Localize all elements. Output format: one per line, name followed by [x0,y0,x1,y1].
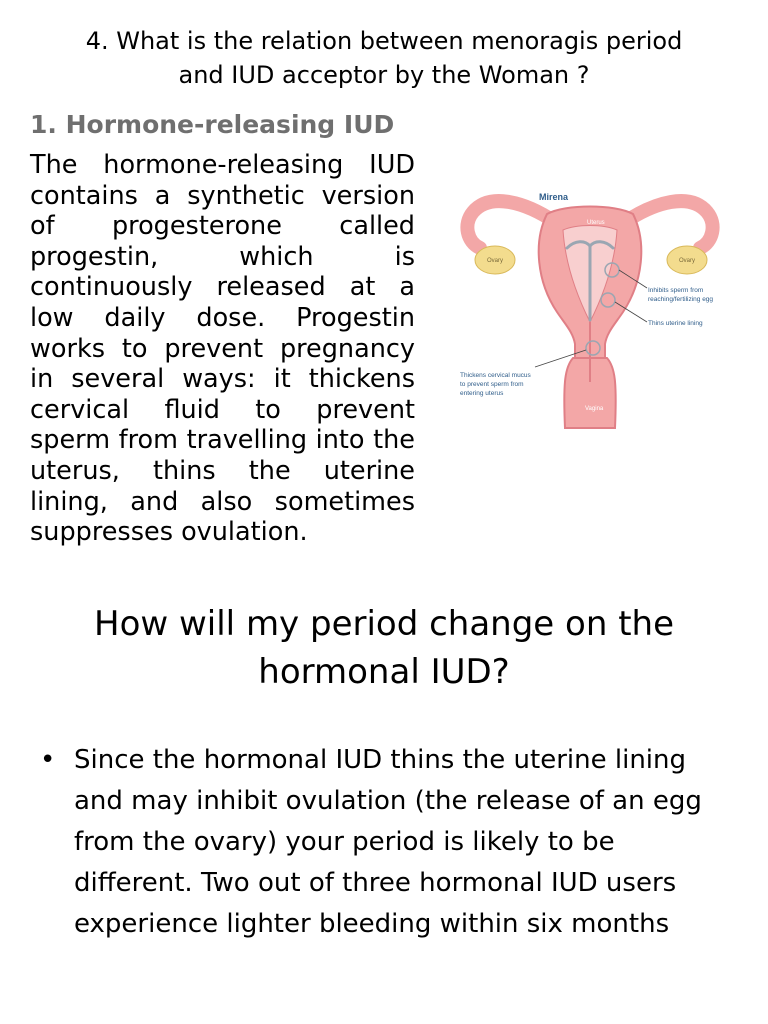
bullet-marker: • [40,745,56,775]
right-ovary-label: Ovary [679,258,696,264]
left-ovary-label: Ovary [487,258,504,264]
bullet-list-item [40,740,730,945]
thickens-annotation-line2: to prevent sperm from [460,381,524,388]
section-heading: 1. Hormone-releasing IUD [30,110,395,139]
slide-subtitle: How will my period change on the hormonal IUD? [94,604,674,692]
body-paragraph: The hormone-releasing IUD contains a synthetic version of progesterone called progestin, which is continuously released at a low daily dose. Progestin works to prevent pregnancy in several ways: it thickens cervical fluid to prevent sperm from travelling into the uterus, thins the uterine lining, and also sometimes suppresses ovulation. [30,150,415,548]
question-heading: 4. What is the relation between menoragis period and IUD acceptor by the Woman ? [85,27,683,89]
thins-annotation: Thins uterine lining [648,320,703,327]
thickens-annotation-line3: entering uterus [460,390,504,397]
diagram-title: Mirena [539,192,569,202]
inhibits-annotation-line1: Inhibits sperm from [648,287,704,294]
inhibits-annotation-line2: reaching/fertilizing egg [648,296,714,303]
mirena-iud-diagram [455,182,725,432]
vagina-label: Vagina [585,406,604,412]
thickens-annotation-line1: Thickens cervical mucus [460,372,531,379]
bullet-text: Since the hormonal IUD thins the uterine lining and may inhibit ovulation (the release of an egg from the ovary) your period is likely to be different. Two out of three hormonal IUD users experience lighter bleeding within six months [74,745,702,939]
uterus-label: Uterus [587,220,605,226]
